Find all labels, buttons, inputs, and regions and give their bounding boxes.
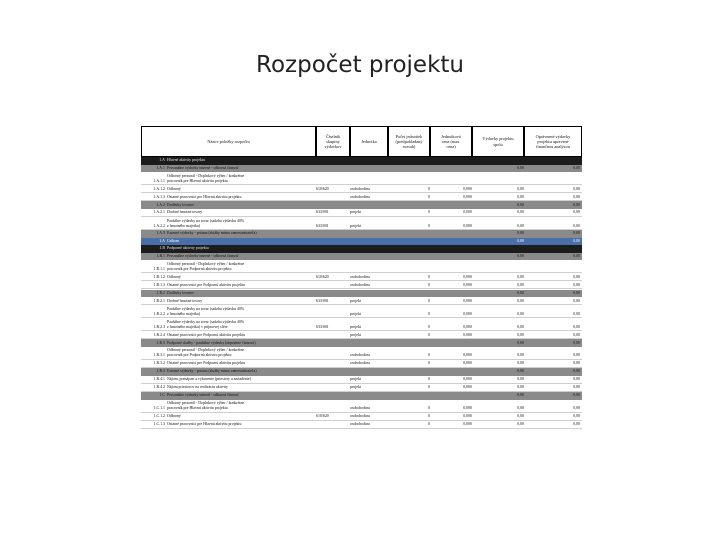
table-row	[141, 347, 582, 360]
cell-unit: osobohodina	[350, 414, 370, 419]
table-row	[141, 209, 582, 217]
cell-name: Personálne výdavky interné - odborná činnosť	[167, 393, 239, 398]
cell-unit-price: 0,000	[463, 361, 472, 366]
table-row	[141, 290, 582, 298]
cell-total: 0,00	[517, 210, 524, 215]
cell-total: 0,00	[517, 253, 524, 258]
cell-reduced: 0,00	[573, 324, 580, 329]
cell-name: Ostatné pracovníci pre Podpornú aktivitu projektu	[167, 361, 246, 366]
budget-table	[141, 126, 582, 484]
cell-qty: 0	[428, 414, 430, 419]
cell-total: 0,00	[517, 340, 524, 345]
cell-reduced: 0,00	[573, 422, 580, 427]
header-qty: Počet jednotiek (predpokladaný rozsah)	[388, 126, 430, 157]
cell-unit-price: 0,000	[463, 274, 472, 279]
cell-code: 1.A.1	[156, 165, 165, 170]
cell-unit: projekt	[350, 377, 362, 382]
cell-code: 1.B.2.2	[153, 311, 165, 316]
cell-name: Dodávky tovarov	[167, 290, 195, 295]
cell-reduced: 0,00	[573, 202, 580, 207]
cell-code: 1.A.1.3	[153, 194, 165, 199]
table-row	[141, 376, 582, 384]
cell-qty: 0	[428, 186, 430, 191]
cell-total: 0,00	[517, 282, 524, 287]
cell-total: 0,00	[517, 274, 524, 279]
cell-name: Podporné aktivity projektu	[167, 246, 209, 251]
cell-reduced: 0,00	[573, 406, 580, 410]
table-row	[141, 253, 582, 261]
table-row	[141, 421, 582, 429]
cell-total: 0,00	[517, 353, 524, 358]
cell-code: 1.A	[159, 238, 165, 243]
cell-code: 1.B.4.1	[153, 377, 165, 382]
cell-name: Drobné hmotné tovary	[167, 298, 203, 303]
cell-qty: 0	[428, 194, 430, 199]
cell-code: 1.B.2.3	[153, 324, 165, 329]
table-row	[141, 230, 582, 238]
cell-total: 0,00	[517, 422, 524, 427]
cell-group: 633/001	[316, 210, 329, 215]
cell-total: 0,00	[517, 186, 524, 191]
cell-qty: 0	[428, 298, 430, 303]
cell-unit: projekt	[350, 385, 362, 390]
cell-name: Ostatné pracovníci pre Hlavnú aktivitu projektu	[167, 422, 242, 427]
cell-unit: projekt	[350, 223, 362, 228]
cell-qty: 0	[428, 361, 430, 366]
cell-total: 0,00	[517, 361, 524, 366]
cell-unit-price: 0,000	[463, 385, 472, 390]
cell-total: 0,00	[517, 377, 524, 382]
table-row	[141, 172, 582, 185]
cell-reduced: 0,00	[573, 274, 580, 279]
cell-unit-price: 0,000	[463, 311, 472, 316]
header-item: Názov položky rozpočtu	[141, 126, 316, 157]
cell-total: 0,00	[517, 324, 524, 329]
cell-unit-price: 0,000	[463, 353, 472, 358]
header-unit-price: Jednotková cena (max. cena)	[430, 126, 472, 157]
cell-reduced: 0,00	[573, 186, 580, 191]
cell-total: 0,00	[517, 202, 524, 207]
cell-unit-price: 0,000	[463, 298, 472, 303]
table-row	[141, 260, 582, 273]
header-total: Výdavky projektu spolu	[472, 126, 524, 157]
cell-total: 0,00	[517, 414, 524, 419]
header-group: Číselník skupiny výdavkov	[316, 126, 350, 157]
cell-reduced: 0,00	[573, 282, 580, 287]
cell-reduced: 0,00	[573, 385, 580, 390]
cell-reduced: 0,00	[573, 290, 580, 295]
cell-code: 1.A.3	[156, 231, 165, 236]
cell-name: Ostatné pracovníci pre Hlavnú aktivitu projektu	[167, 194, 242, 199]
cell-code: 1.B.2.1	[153, 298, 165, 303]
cell-qty: 0	[428, 311, 430, 316]
cell-name: Drobné hmotné tovary	[167, 210, 203, 215]
cell-reduced: 0,00	[573, 414, 580, 419]
cell-unit: osobohodina	[350, 406, 370, 410]
cell-code: 1.B.4	[156, 369, 165, 374]
cell-group: 610/620	[316, 186, 329, 191]
cell-group: 633/001	[316, 324, 329, 329]
table-row	[141, 368, 582, 376]
cell-total: 0,00	[517, 406, 524, 410]
table-row	[141, 245, 582, 253]
cell-name: Externé výdavky - priama (služby mimo zamestnávateľa)	[167, 369, 257, 374]
cell-name: Hlavné aktivity projektu	[167, 158, 206, 163]
cell-name: Celkom	[167, 238, 180, 243]
cell-total: 0,00	[517, 369, 524, 374]
cell-code: 1.B	[159, 246, 165, 251]
cell-reduced: 0,00	[573, 298, 580, 303]
cell-name: Podporné služby - paušálne výdavky (nepriame činnosti)	[167, 340, 256, 345]
table-row	[141, 238, 582, 246]
cell-qty: 0	[428, 385, 430, 390]
cell-unit: projekt	[350, 332, 362, 337]
cell-total: 0,00	[517, 385, 524, 390]
cell-reduced: 0,00	[573, 361, 580, 366]
cell-code: 1.A	[159, 158, 165, 163]
cell-unit: osobohodina	[350, 361, 370, 366]
cell-total: 0,00	[517, 311, 524, 316]
cell-code: 1.B.1.3	[153, 282, 165, 287]
cell-qty: 0	[428, 332, 430, 337]
cell-code: 1.C.1.3	[153, 422, 165, 427]
cell-total: 0,00	[517, 231, 524, 236]
cell-reduced: 0,00	[573, 393, 580, 398]
cell-name: Odborný	[167, 414, 181, 419]
cell-qty: 0	[428, 377, 430, 382]
cell-unit-price: 0,000	[463, 324, 472, 329]
cell-unit: osobohodina	[350, 422, 370, 427]
cell-total: 0,00	[517, 393, 524, 398]
cell-qty: 0	[428, 274, 430, 279]
cell-code: 1.B.3	[156, 340, 165, 345]
cell-unit: projekt	[350, 324, 362, 329]
cell-reduced: 0,00	[573, 238, 580, 243]
cell-total: 0,00	[517, 238, 524, 243]
table-row	[141, 157, 582, 165]
cell-code: 1.B.4.2	[153, 385, 165, 390]
cell-reduced: 0,00	[573, 332, 580, 337]
cell-qty: 0	[428, 406, 430, 410]
cell-unit: osobohodina	[350, 186, 370, 191]
table-row	[141, 392, 582, 400]
cell-reduced: 0,00	[573, 165, 580, 170]
cell-name: Ostatné pracovníci pre Podpornú aktivitu projektu	[167, 282, 246, 287]
table-row	[141, 331, 582, 339]
cell-qty: 0	[428, 282, 430, 287]
cell-unit-price: 0,000	[463, 223, 472, 228]
cell-code: 1.C.1.2	[153, 414, 165, 419]
cell-code: 1.B.2.4	[153, 332, 165, 337]
cell-reduced: 0,00	[573, 353, 580, 358]
cell-name: Paušálne výdavky na tovar (sadzba výdavku 40% z hmotného majetku)	[167, 218, 245, 228]
cell-group: 610/620	[316, 414, 329, 419]
cell-unit-price: 0,000	[463, 186, 472, 191]
cell-qty: 0	[428, 210, 430, 215]
cell-name: Ostatné pracovníci pre Podpornú aktivitu projektu	[167, 332, 246, 337]
table-row	[141, 305, 582, 318]
cell-total: 0,00	[517, 223, 524, 228]
cell-qty: 0	[428, 422, 430, 427]
table-row	[141, 273, 582, 281]
cell-unit-price: 0,000	[463, 377, 472, 382]
cell-total: 0,00	[517, 165, 524, 170]
cell-name: Odborný personál - Doplnkový výber / konkrétne pracovník pre Hlavnú aktivitu projektu	[167, 401, 245, 410]
cell-total: 0,00	[517, 298, 524, 303]
cell-code: 1.A.1.1	[153, 178, 165, 183]
table-row	[141, 193, 582, 201]
table-row	[141, 201, 582, 209]
cell-group: 633/001	[316, 223, 329, 228]
cell-code: 1.B.1.1	[153, 266, 165, 271]
cell-unit-price: 0,000	[463, 282, 472, 287]
cell-unit: projekt	[350, 298, 362, 303]
cell-code: 1.B.3.2	[153, 361, 165, 366]
cell-total: 0,00	[517, 194, 524, 199]
slide-title: Rozpočet projektu	[256, 52, 464, 78]
cell-group: 633/001	[316, 298, 329, 303]
cell-qty: 0	[428, 353, 430, 358]
cell-total: 0,00	[517, 332, 524, 337]
cell-unit-price: 0,000	[463, 194, 472, 199]
cell-reduced: 0,00	[573, 194, 580, 199]
table-row	[141, 281, 582, 289]
cell-reduced: 0,00	[573, 340, 580, 345]
table-row	[141, 318, 582, 331]
cell-unit-price: 0,000	[463, 422, 472, 427]
cell-unit-price: 0,000	[463, 332, 472, 337]
cell-code: 1.B.1	[156, 253, 165, 258]
cell-name: Odborný	[167, 186, 181, 191]
cell-name: Odborný personál - Doplnkový výber / konkrétne pracovník pre Hlavnú aktivitu projektu	[167, 173, 245, 183]
cell-reduced: 0,00	[573, 369, 580, 374]
cell-qty: 0	[428, 324, 430, 329]
table-row	[141, 400, 582, 413]
cell-reduced: 0,00	[573, 210, 580, 215]
cell-unit: osobohodina	[350, 282, 370, 287]
cell-reduced: 0,00	[573, 311, 580, 316]
cell-unit-price: 0,000	[463, 406, 472, 410]
cell-code: 1.C	[159, 393, 165, 398]
cell-name: Paušálne výdavky na tovar (sadzba výdavku 40% z hmotného majetku)	[167, 306, 245, 316]
cell-code: 1.B.3.1	[153, 353, 165, 358]
cell-name: Externé výdavky - priama (služby mimo zamestnávateľa)	[167, 231, 257, 236]
cell-code: 1.B.1.2	[153, 274, 165, 279]
cell-unit: osobohodina	[350, 353, 370, 358]
cell-name: Paušálne výdavky na tovar (sadzba výdavku 40% z hmotného majetku) v príjmovej sfére	[167, 319, 245, 329]
cell-unit: osobohodina	[350, 194, 370, 199]
header-reduced: Oprávnené výdavky projektu upravené finančnou analýzou	[524, 126, 582, 157]
table-row	[141, 384, 582, 392]
table-row	[141, 297, 582, 305]
header-unit: Jednotka	[350, 126, 388, 157]
cell-name: Personálne výdavky interné - odborná činnosť	[167, 165, 239, 170]
cell-name: Odborný	[167, 274, 181, 279]
cell-unit: projekt	[350, 311, 362, 316]
cell-name: Dodávky tovarov	[167, 202, 195, 207]
table-row	[141, 413, 582, 421]
cell-code: 1.A.1.2	[153, 186, 165, 191]
table-row	[141, 185, 582, 193]
cell-code: 1.A.2	[156, 202, 165, 207]
cell-name: Odborný personál - Doplnkový výber / konkrétne pracovník pre Podpornú aktivitu projektu	[167, 348, 245, 358]
cell-code: 1.A.2.2	[153, 223, 165, 228]
cell-code: 1.B.2	[156, 290, 165, 295]
cell-reduced: 0,00	[573, 377, 580, 382]
table-row	[141, 339, 582, 347]
cell-unit-price: 0,000	[463, 414, 472, 419]
cell-group: 610/620	[316, 274, 329, 279]
cell-unit: projekt	[350, 210, 362, 215]
cell-qty: 0	[428, 223, 430, 228]
cell-name: Personálne výdavky interné - odborná činnosť	[167, 253, 239, 258]
cell-name: Nájom priestorov na realizáciu aktivity	[167, 385, 228, 390]
cell-code: 1.C.1.1	[153, 406, 165, 410]
cell-unit: osobohodina	[350, 274, 370, 279]
table-row	[141, 217, 582, 230]
cell-name: Odborný personál - Doplnkový výber / konkrétne pracovník pre Podpornú aktivitu projektu	[167, 261, 245, 271]
cell-reduced: 0,00	[573, 231, 580, 236]
table-row	[141, 360, 582, 368]
cell-reduced: 0,00	[573, 223, 580, 228]
table-row	[141, 165, 582, 173]
cell-name: Nájom, prenájom a vybavenie (priestory a zariadenie)	[167, 377, 251, 382]
cell-code: 1.A.2.1	[153, 210, 165, 215]
cell-unit-price: 0,000	[463, 210, 472, 215]
cell-total: 0,00	[517, 290, 524, 295]
cell-reduced: 0,00	[573, 253, 580, 258]
